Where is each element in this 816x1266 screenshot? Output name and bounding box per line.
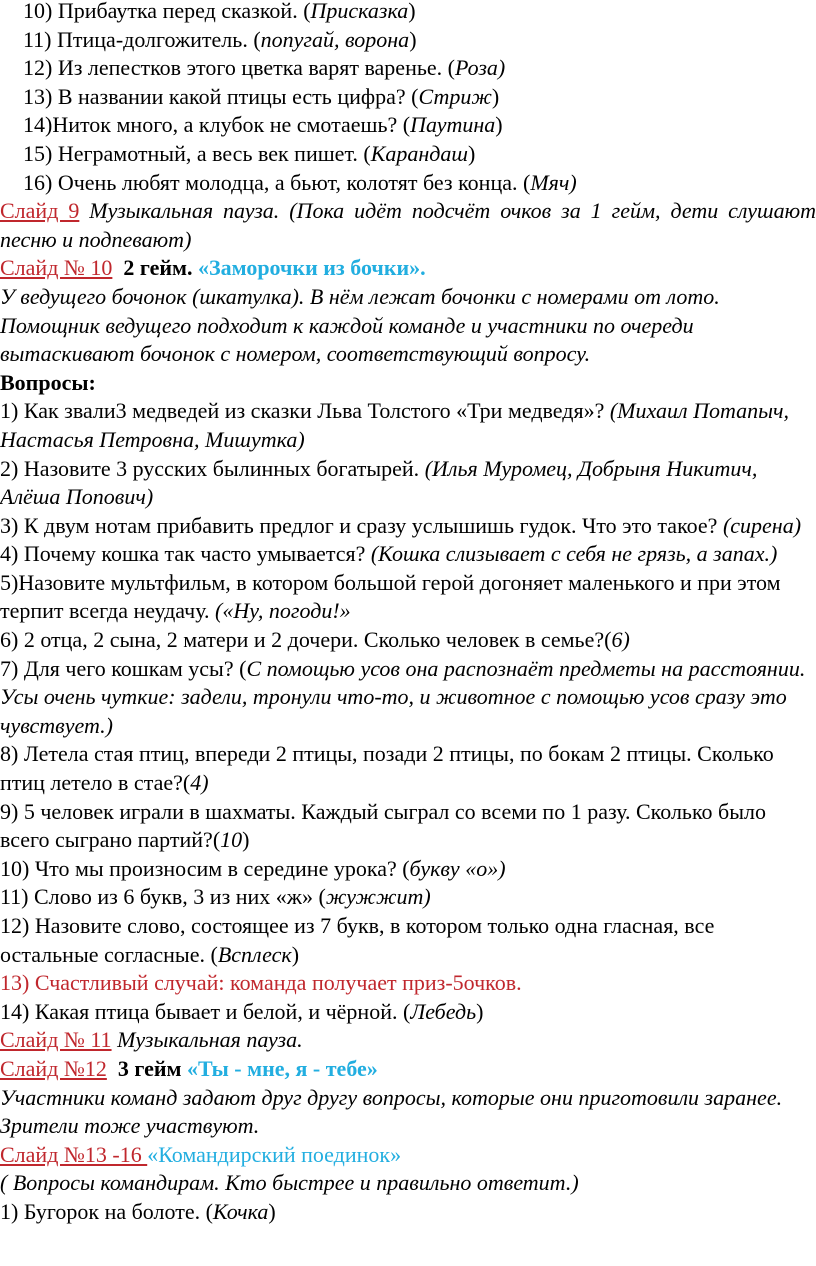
slide-10-heading (0, 254, 816, 283)
riddle-16: 16) Очень любят молодца, а бьют, колотят без конца. (Мяч) (23, 169, 577, 195)
riddle-12: 12) Из лепестков этого цветка варят варенье. (Роза) (23, 55, 506, 81)
slide-11-label: Слайд № 11 (0, 1027, 112, 1053)
riddle-13: 13) В названии какой птицы есть цифра? (Стриж) (23, 83, 500, 109)
slide-11-text: Музыкальная пауза. (111, 1027, 303, 1053)
slide-9-label: Слайд 9 (0, 198, 80, 224)
game-3-intro: Участники команд задают друг другу вопросы, которые они приготовили заранее. Зрители тоже участвуют. (0, 1084, 783, 1139)
riddle-14: 14)Ниток много, а клубок не смотаешь? (Паутина) (23, 112, 503, 138)
slide-13-16-heading (0, 1141, 816, 1170)
question-5: 5)Назовите мультфильм, в котором большой герой догоняет маленького и при этом терпит всегда неудачу. («Ну, погоди!» (0, 569, 781, 624)
slide-12-label: Слайд №12 (0, 1055, 107, 1081)
commander-duel-intro: ( Вопросы командирам. Кто быстрее и правильно ответит.) (0, 1170, 579, 1196)
game-3-label: 3 гейм (117, 1055, 182, 1081)
question-11: 11) Слово из 6 букв, 3 из них «ж» (жужжит) (0, 884, 431, 910)
game-2-label: 2 гейм. (123, 255, 193, 281)
game-2-intro: У ведущего бочонок (шкатулка). В нём лежат бочонки с номерами от лото. Помощник ведущего подходит к каждой команде и участники по очереди вытаскивают бочонок с номером, соответствующий вопросу. (0, 283, 720, 367)
question-14: 14) Какая птица бывает и белой, и чёрной. (Лебедь) (0, 998, 484, 1024)
slide-13-16-label: Слайд №13 -16 (0, 1141, 148, 1167)
question-9: 9) 5 человек играли в шахматы. Каждый сыграл со всеми по 1 разу. Сколько было всего сыграно партий?(10) (0, 798, 766, 853)
slide-12-heading (0, 1055, 816, 1084)
question-2: 2) Назовите 3 русских былинных богатырей. (Илья Муромец, Добрыня Никитич, Алёша Попович) (0, 455, 758, 510)
question-10: 10) Что мы произносим в середине урока? (букву «о») (0, 855, 506, 881)
question-7: 7) Для чего кошкам усы? (С помощью усов она распознаёт предметы на расстоянии. Усы очень чуткие: задели, тронули что-то, и животное с помощью усов сразу это чувствует.) (0, 655, 806, 738)
riddle-11: 11) Птица-долгожитель. (попугай, ворона) (23, 26, 417, 52)
slide-11-paragraph (0, 1026, 816, 1055)
riddle-10: 10) Прибаутка перед сказкой. (Присказка) (23, 0, 416, 23)
game-3-title: «Ты - мне, я - тебе» (187, 1055, 378, 1081)
question-12: 12) Назовите слово, состоящее из 7 букв, в котором только одна гласная, все остальные согласные. (Всплеск) (0, 913, 715, 967)
riddle-15: 15) Неграмотный, а весь век пишет. (Карандаш) (23, 140, 476, 166)
question-13-lucky-case: 13) Счастливый случай: команда получает приз-5очков. (0, 970, 522, 996)
slide-10-label: Слайд № 10 (0, 255, 113, 281)
question-3: 3) К двум нотам прибавить предлог и сразу услышишь гудок. Что это такое? (сирена) (0, 512, 802, 538)
slide-9-paragraph (0, 197, 816, 254)
duel-question-1: 1) Бугорок на болоте. (Кочка) (0, 1198, 276, 1224)
questions-heading: Вопросы: (0, 369, 96, 395)
question-8: 8) Летела стая птиц, впереди 2 птицы, позади 2 птицы, по бокам 2 птицы. Сколько птиц летело в стае?(4) (0, 741, 774, 796)
game-2-title: «Заморочки из бочки». (198, 255, 426, 281)
question-1: 1) Как звали3 медведей из сказки Льва Толстого «Три медведя»? (Михаил Потапыч, Настасья Петровна, Мишутка) (0, 398, 790, 452)
question-4: 4) Почему кошка так часто умывается? (Кошка слизывает с себя не грязь, а запах.) (0, 541, 778, 567)
question-6: 6) 2 отца, 2 сына, 2 матери и 2 дочери. Сколько человек в семье?(6) (0, 627, 630, 653)
commander-duel-title: «Командирский поединок» (147, 1141, 402, 1167)
slide-9-text: Музыкальная пауза. (Пока идёт подсчёт очков за 1 гейм, дети слушают песню и подпевают) (0, 198, 816, 252)
